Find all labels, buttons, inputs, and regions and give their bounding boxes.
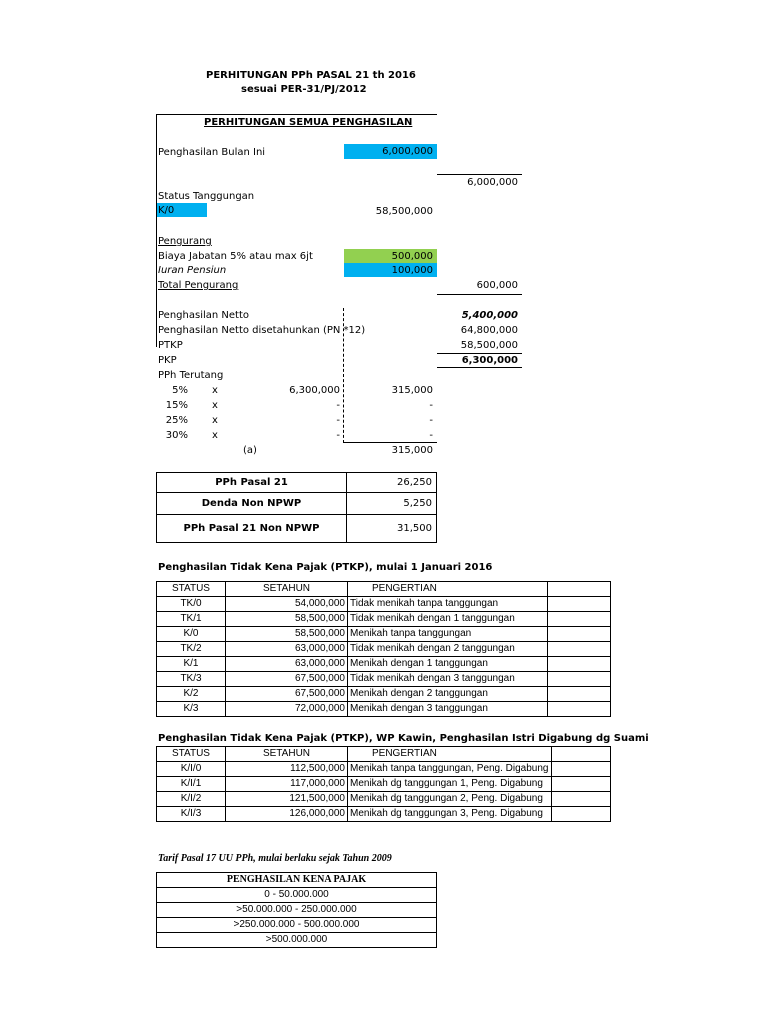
summary-value: 31,500	[347, 515, 437, 543]
total-deduction-value: 600,000	[476, 280, 518, 291]
rate-tax: 315,000	[391, 385, 433, 396]
pensiun-label: Iuran Pensiun	[158, 265, 227, 276]
setahun-cell: 63,000,000	[226, 642, 348, 657]
pensiun-value: 100,000	[391, 265, 433, 276]
ptkp-value: 58,500,000	[460, 340, 518, 351]
calc-left-border	[156, 114, 157, 347]
empty-cell	[551, 792, 611, 807]
summary-row	[157, 515, 437, 543]
status-cell: TK/0	[157, 597, 226, 612]
pengertian-cell: Tidak menikah dengan 3 tanggungan	[348, 672, 548, 687]
rate-base: -	[336, 400, 340, 411]
setahun-cell: 63,000,000	[226, 657, 348, 672]
calc-top-border	[156, 114, 437, 115]
total-deduction-line	[437, 294, 522, 295]
column-header: SETAHUN	[226, 747, 348, 762]
status-label: Status Tanggungan	[158, 191, 255, 202]
empty-cell	[548, 687, 611, 702]
setahun-cell: 126,000,000	[226, 807, 348, 822]
empty-cell	[548, 612, 611, 627]
tarif-range-cell: >250.000.000 - 500.000.000	[157, 918, 437, 933]
empty-cell	[548, 672, 611, 687]
summary-label: PPh Pasal 21 Non NPWP	[157, 515, 347, 543]
table-row	[157, 672, 611, 687]
tarif-range-cell: >500.000.000	[157, 933, 437, 948]
ptkp-kawin-title: Penghasilan Tidak Kena Pajak (PTKP), WP Kawin, Penghasilan Istri Digabung dg Suami	[158, 733, 649, 744]
terutang-label: PPh Terutang	[158, 370, 224, 381]
status-cell: TK/2	[157, 642, 226, 657]
netto-year-value: 64,800,000	[460, 325, 518, 336]
pengertian-cell: Menikah dengan 3 tanggungan	[348, 702, 548, 717]
table-row	[157, 642, 611, 657]
pengertian-cell: Tidak menikah dengan 2 tanggungan	[348, 642, 548, 657]
pengertian-cell: Tidak menikah tanpa tanggungan	[348, 597, 548, 612]
deduction-header: Pengurang	[158, 236, 212, 247]
summary-label: PPh Pasal 21	[157, 473, 347, 493]
empty-cell	[551, 762, 611, 777]
summary-row	[157, 493, 437, 515]
column-header: PENGERTIAN	[348, 582, 548, 597]
rate-x: x	[212, 415, 218, 426]
setahun-cell: 72,000,000	[226, 702, 348, 717]
table-row	[157, 762, 611, 777]
tarif-table	[156, 872, 437, 948]
netto-value: 5,400,000	[461, 310, 518, 321]
empty-cell	[548, 582, 611, 597]
pengertian-cell: Menikah dengan 1 tanggungan	[348, 657, 548, 672]
setahun-cell: 67,500,000	[226, 672, 348, 687]
empty-cell	[548, 597, 611, 612]
ptkp-label: PTKP	[158, 340, 183, 351]
total-deduction-label: Total Pengurang	[158, 280, 239, 291]
pengertian-cell: Menikah dengan 2 tanggungan	[348, 687, 548, 702]
calc-section-title: PERHITUNGAN SEMUA PENGHASILAN	[204, 117, 413, 128]
status-cell: K/I/2	[157, 792, 226, 807]
column-header: STATUS	[157, 582, 226, 597]
pengertian-cell: Menikah tanpa tanggungan, Peng. Digabung	[348, 762, 552, 777]
empty-cell	[548, 642, 611, 657]
table-row	[157, 702, 611, 717]
tarif-range-cell: >50.000.000 - 250.000.000	[157, 903, 437, 918]
rate-pct: 30%	[165, 430, 188, 441]
pkp-label: PKP	[158, 355, 177, 366]
status-cell: K/I/0	[157, 762, 226, 777]
table-row	[157, 687, 611, 702]
ptkp-kawin-table	[156, 746, 611, 822]
rate-x: x	[212, 400, 218, 411]
summary-label: Denda Non NPWP	[157, 493, 347, 515]
table-row	[157, 807, 611, 822]
setahun-cell: 117,000,000	[226, 777, 348, 792]
rate-base: -	[336, 415, 340, 426]
status-cell: K/1	[157, 657, 226, 672]
tarif-title: Tarif Pasal 17 UU PPh, mulai berlaku sejak Tahun 2009	[158, 853, 392, 864]
table-row	[157, 657, 611, 672]
rate-tax: -	[429, 415, 433, 426]
summary-value: 5,250	[347, 493, 437, 515]
status-cell: K/0	[157, 627, 226, 642]
status-cell: K/3	[157, 702, 226, 717]
setahun-cell: 58,500,000	[226, 612, 348, 627]
pkp-value: 6,300,000	[461, 355, 518, 366]
summary-value: 26,250	[347, 473, 437, 493]
table-header-row	[157, 582, 611, 597]
table-header-row	[157, 873, 437, 888]
rates-sum-line	[344, 442, 437, 443]
setahun-cell: 54,000,000	[226, 597, 348, 612]
pengertian-cell: Tidak menikah dengan 1 tanggungan	[348, 612, 548, 627]
a-label: (a)	[243, 445, 257, 456]
summary-row	[157, 473, 437, 493]
status-cell: K/I/3	[157, 807, 226, 822]
status-ptkp: 58,500,000	[375, 206, 433, 217]
setahun-cell: 58,500,000	[226, 627, 348, 642]
setahun-cell: 112,500,000	[226, 762, 348, 777]
table-row	[157, 627, 611, 642]
empty-cell	[548, 657, 611, 672]
setahun-cell: 67,500,000	[226, 687, 348, 702]
ptkp-table	[156, 581, 611, 717]
column-header: SETAHUN	[226, 582, 348, 597]
income-label: Penghasilan Bulan Ini	[158, 147, 266, 158]
rate-base: -	[336, 430, 340, 441]
jabatan-value: 500,000	[391, 251, 433, 262]
status-cell: TK/1	[157, 612, 226, 627]
jabatan-label: Biaya Jabatan 5% atau max 6jt	[158, 251, 313, 262]
table-row	[157, 792, 611, 807]
status-cell: TK/3	[157, 672, 226, 687]
netto-label: Penghasilan Netto	[158, 310, 249, 321]
summary-table	[156, 472, 437, 543]
rate-x: x	[212, 385, 218, 396]
table-row	[157, 933, 437, 948]
empty-cell	[551, 777, 611, 792]
netto-year-label: Penghasilan Netto disetahunkan (PN *12)	[158, 325, 366, 336]
rate-tax: -	[429, 400, 433, 411]
rate-pct: 25%	[165, 415, 188, 426]
page-subtitle: sesuai PER-31/PJ/2012	[241, 84, 367, 95]
setahun-cell: 121,500,000	[226, 792, 348, 807]
rate-pct: 15%	[165, 400, 188, 411]
table-row	[157, 777, 611, 792]
rate-base: 6,300,000	[289, 385, 340, 396]
table-row	[157, 888, 437, 903]
empty-cell	[551, 747, 611, 762]
table-header-row	[157, 747, 611, 762]
rate-pct: 5%	[172, 385, 188, 396]
table-row	[157, 903, 437, 918]
tarif-range-cell: 0 - 50.000.000	[157, 888, 437, 903]
ptkp-table-title: Penghasilan Tidak Kena Pajak (PTKP), mulai 1 Januari 2016	[158, 562, 493, 573]
pengertian-cell: Menikah dg tanggungan 3, Peng. Digabung	[348, 807, 552, 822]
income-total: 6,000,000	[467, 177, 518, 188]
rate-x: x	[212, 430, 218, 441]
table-row	[157, 612, 611, 627]
pkp-line	[437, 367, 522, 368]
page-title: PERHITUNGAN PPh PASAL 21 th 2016	[206, 70, 416, 81]
status-value: K/0	[158, 205, 175, 216]
pengertian-cell: Menikah tanpa tanggungan	[348, 627, 548, 642]
empty-cell	[548, 627, 611, 642]
column-header: PENGERTIAN	[348, 747, 552, 762]
pengertian-cell: Menikah dg tanggungan 2, Peng. Digabung	[348, 792, 552, 807]
table-row	[157, 918, 437, 933]
a-value: 315,000	[391, 445, 433, 456]
income-value: 6,000,000	[382, 146, 433, 157]
column-header: STATUS	[157, 747, 226, 762]
empty-cell	[551, 807, 611, 822]
rate-tax: -	[429, 430, 433, 441]
pengertian-cell: Menikah dg tanggungan 1, Peng. Digabung	[348, 777, 552, 792]
column-header: PENGHASILAN KENA PAJAK	[157, 873, 437, 888]
table-row	[157, 597, 611, 612]
status-cell: K/2	[157, 687, 226, 702]
income-total-line	[437, 174, 522, 175]
empty-cell	[548, 702, 611, 717]
status-cell: K/I/1	[157, 777, 226, 792]
